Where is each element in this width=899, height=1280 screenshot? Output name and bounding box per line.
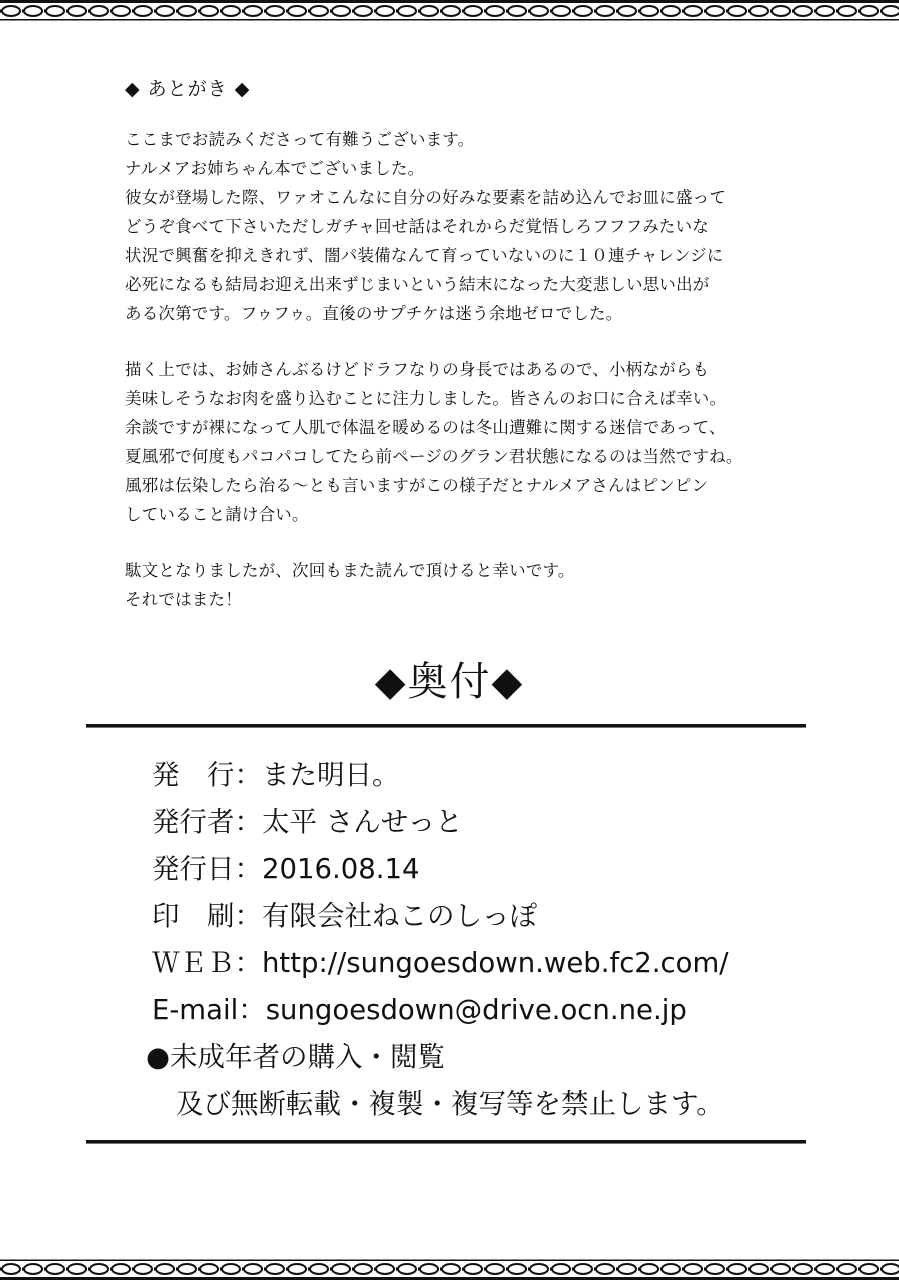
afterword-section <box>125 74 825 641</box>
afterword-paragraph-1 <box>125 125 825 328</box>
row-value: また明日。 <box>262 759 400 791</box>
notice-line-2: 及び無断転載・複製・複写等を禁止します。 <box>176 1088 724 1120</box>
row-value: 有限会社ねこのしっぽ <box>262 900 537 932</box>
row-label: E-mail： <box>152 994 266 1026</box>
text-line: ここまでお読みくださって有難うございます。 <box>125 130 475 149</box>
divider-top <box>86 724 806 727</box>
row-value: 太平 さんせっと <box>262 806 463 838</box>
text-line: それではまた！ <box>125 590 242 609</box>
text-line: ナルメアお姉ちゃん本でございました。 <box>125 159 425 178</box>
colophon-title: ◆奥付◆ <box>374 659 525 705</box>
afterword-paragraph-3 <box>125 556 825 614</box>
decorative-border-top <box>0 0 899 22</box>
text-line: 余談ですが裸になって人肌で体温を暖めるのは冬山遭難に関する迷信であって、 <box>125 418 726 437</box>
email-row <box>152 987 852 1034</box>
email-address: sungoesdown@drive.ocn.ne.jp <box>265 994 687 1026</box>
text-line: 夏風邪で何度もパコパコしてたら前ページのグラン君状態になるのは当然ですね。 <box>125 447 743 466</box>
text-line: 風邪は伝染したら治る～とも言いますがこの様子だとナルメアさんはピンピン <box>125 476 709 495</box>
row-label: ＷＥＢ： <box>152 947 262 979</box>
row-label: 印 刷： <box>152 900 262 932</box>
text-line: 必死になるも結局お迎え出来ずじまいという結末になった大変悲しい思い出が <box>125 275 710 294</box>
text-line: 美味しそうなお肉を盛り込むことに注力しました。皆さんのお口に合えば幸い。 <box>125 389 727 408</box>
text-line: 駄文となりましたが、次回もまた読んで頂けると幸いです。 <box>125 561 575 580</box>
decorative-border-bottom <box>0 1258 899 1280</box>
publisher-row <box>152 752 852 799</box>
text-line: 状況で興奮を抑えきれず、闇パ装備なんて育っていないのに１０連チャレンジに <box>125 246 724 265</box>
divider-bottom <box>86 1140 806 1143</box>
row-label: 発行日： <box>152 853 262 885</box>
text-line: 描く上では、お姉さんぶるけどドラフなりの身長ではあるので、小柄ながらも <box>125 360 710 379</box>
notice-line-1: ●未成年者の購入・閲覧 <box>146 1041 445 1073</box>
web-url: http://sungoesdown.web.fc2.com/ <box>262 947 729 979</box>
date-row <box>152 846 852 893</box>
row-label: 発行者： <box>152 806 262 838</box>
printer-row <box>152 893 852 940</box>
row-label: 発 行： <box>152 759 262 791</box>
afterword-paragraph-2 <box>125 355 825 529</box>
row-value: 2016.08.14 <box>262 853 420 885</box>
text-line: どうぞ食べて下さいただしガチャ回せ話はそれからだ覚悟しろフフフみたいな <box>125 217 710 236</box>
colophon-info <box>146 752 852 1128</box>
text-line: していること請け合い。 <box>125 505 309 524</box>
web-row <box>152 940 852 987</box>
text-line: ある次第です。フゥフゥ。直後のサプチケは迷う余地ゼロでした。 <box>125 304 623 323</box>
afterword-title: ◆ あとがき ◆ <box>125 78 251 100</box>
author-row <box>152 799 852 846</box>
text-line: 彼女が登場した際、ワァオこんなに自分の好みな要素を詰め込んでお皿に盛って <box>125 188 727 207</box>
